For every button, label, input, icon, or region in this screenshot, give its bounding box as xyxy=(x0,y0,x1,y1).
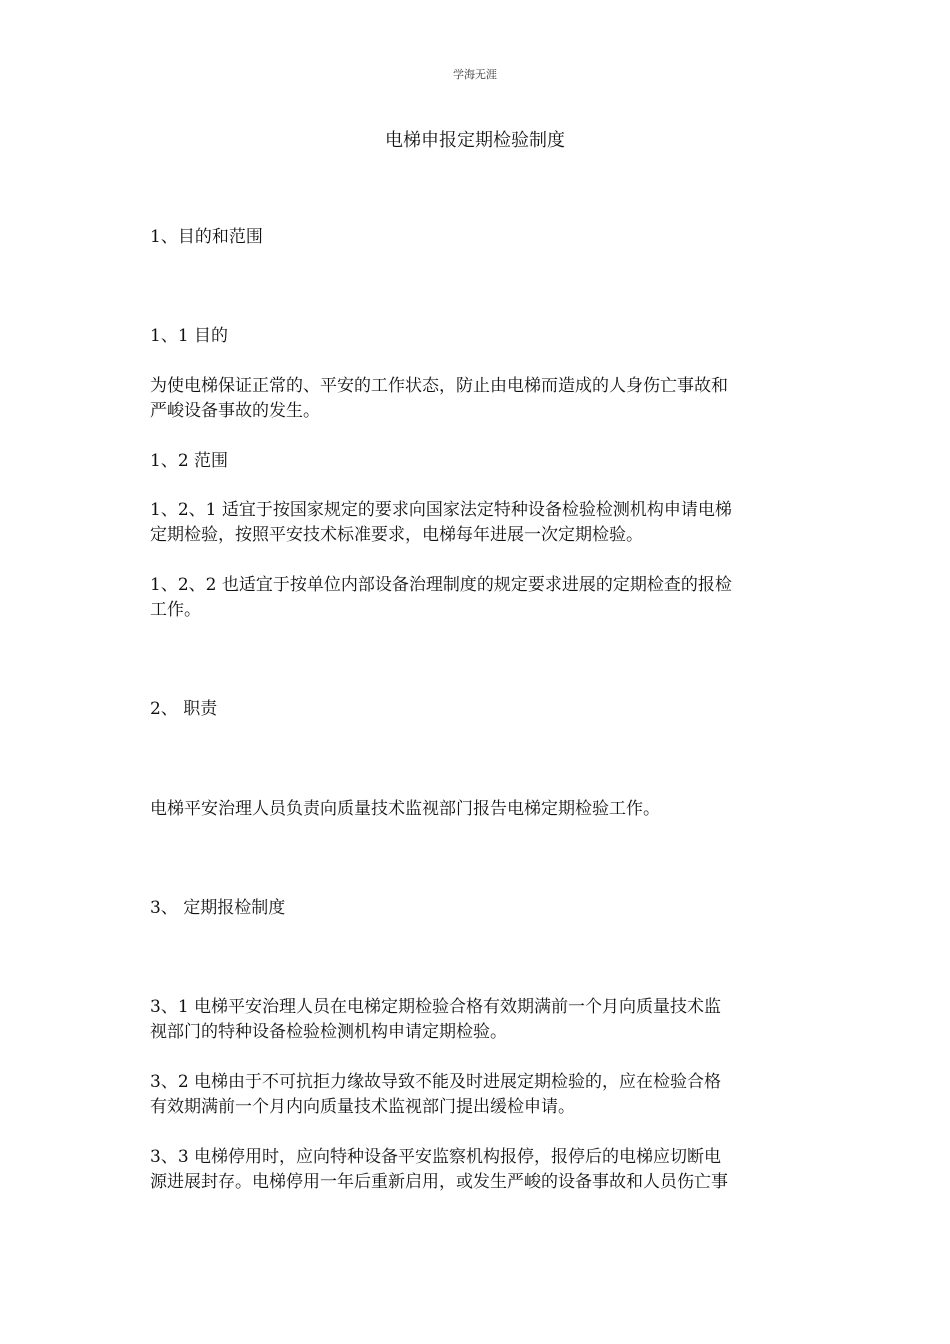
section-3-1-line-2: 视部门的特种设备检验检测机构申请定期检验。 xyxy=(150,1022,507,1042)
page-header: 学海无涯 xyxy=(453,68,497,81)
section-2-heading: 2、 职责 xyxy=(150,699,218,719)
section-1-2-2-line-2: 工作。 xyxy=(150,600,201,620)
section-1-heading: 1、目的和范围 xyxy=(150,227,263,247)
section-1-2-2-line-1: 1、2、2 也适宜于按单位内部设备治理制度的规定要求进展的定期检查的报检 xyxy=(150,575,732,595)
section-1-1-body-line-1: 为使电梯保证正常的、平安的工作状态，防止由电梯而造成的人身伤亡事故和 xyxy=(150,376,728,396)
section-3-3-line-2: 源进展封存。电梯停用一年后重新启用，或发生严峻的设备事故和人员伤亡事 xyxy=(150,1172,728,1192)
section-1-1-heading: 1、1 目的 xyxy=(150,326,229,346)
section-3-1-line-1: 3、1 电梯平安治理人员在电梯定期检验合格有效期满前一个月向质量技术监 xyxy=(150,997,722,1017)
section-1-2-heading: 1、2 范围 xyxy=(150,451,229,471)
section-1-2-1-line-1: 1、2、1 适宜于按国家规定的要求向国家法定特种设备检验检测机构申请电梯 xyxy=(150,500,732,520)
section-1-1-body-line-2: 严峻设备事故的发生。 xyxy=(150,401,320,421)
section-3-2-line-1: 3、2 电梯由于不可抗拒力缘故导致不能及时进展定期检验的，应在检验合格 xyxy=(150,1072,722,1092)
section-2-body: 电梯平安治理人员负责向质量技术监视部门报告电梯定期检验工作。 xyxy=(150,799,660,819)
document-title: 电梯申报定期检验制度 xyxy=(385,130,565,151)
section-1-2-1-line-2: 定期检验，按照平安技术标准要求，电梯每年进展一次定期检验。 xyxy=(150,525,643,545)
section-3-3-line-1: 3、3 电梯停用时，应向特种设备平安监察机构报停，报停后的电梯应切断电 xyxy=(150,1147,722,1167)
section-3-heading: 3、 定期报检制度 xyxy=(150,898,286,918)
section-3-2-line-2: 有效期满前一个月内向质量技术监视部门提出缓检申请。 xyxy=(150,1097,575,1117)
